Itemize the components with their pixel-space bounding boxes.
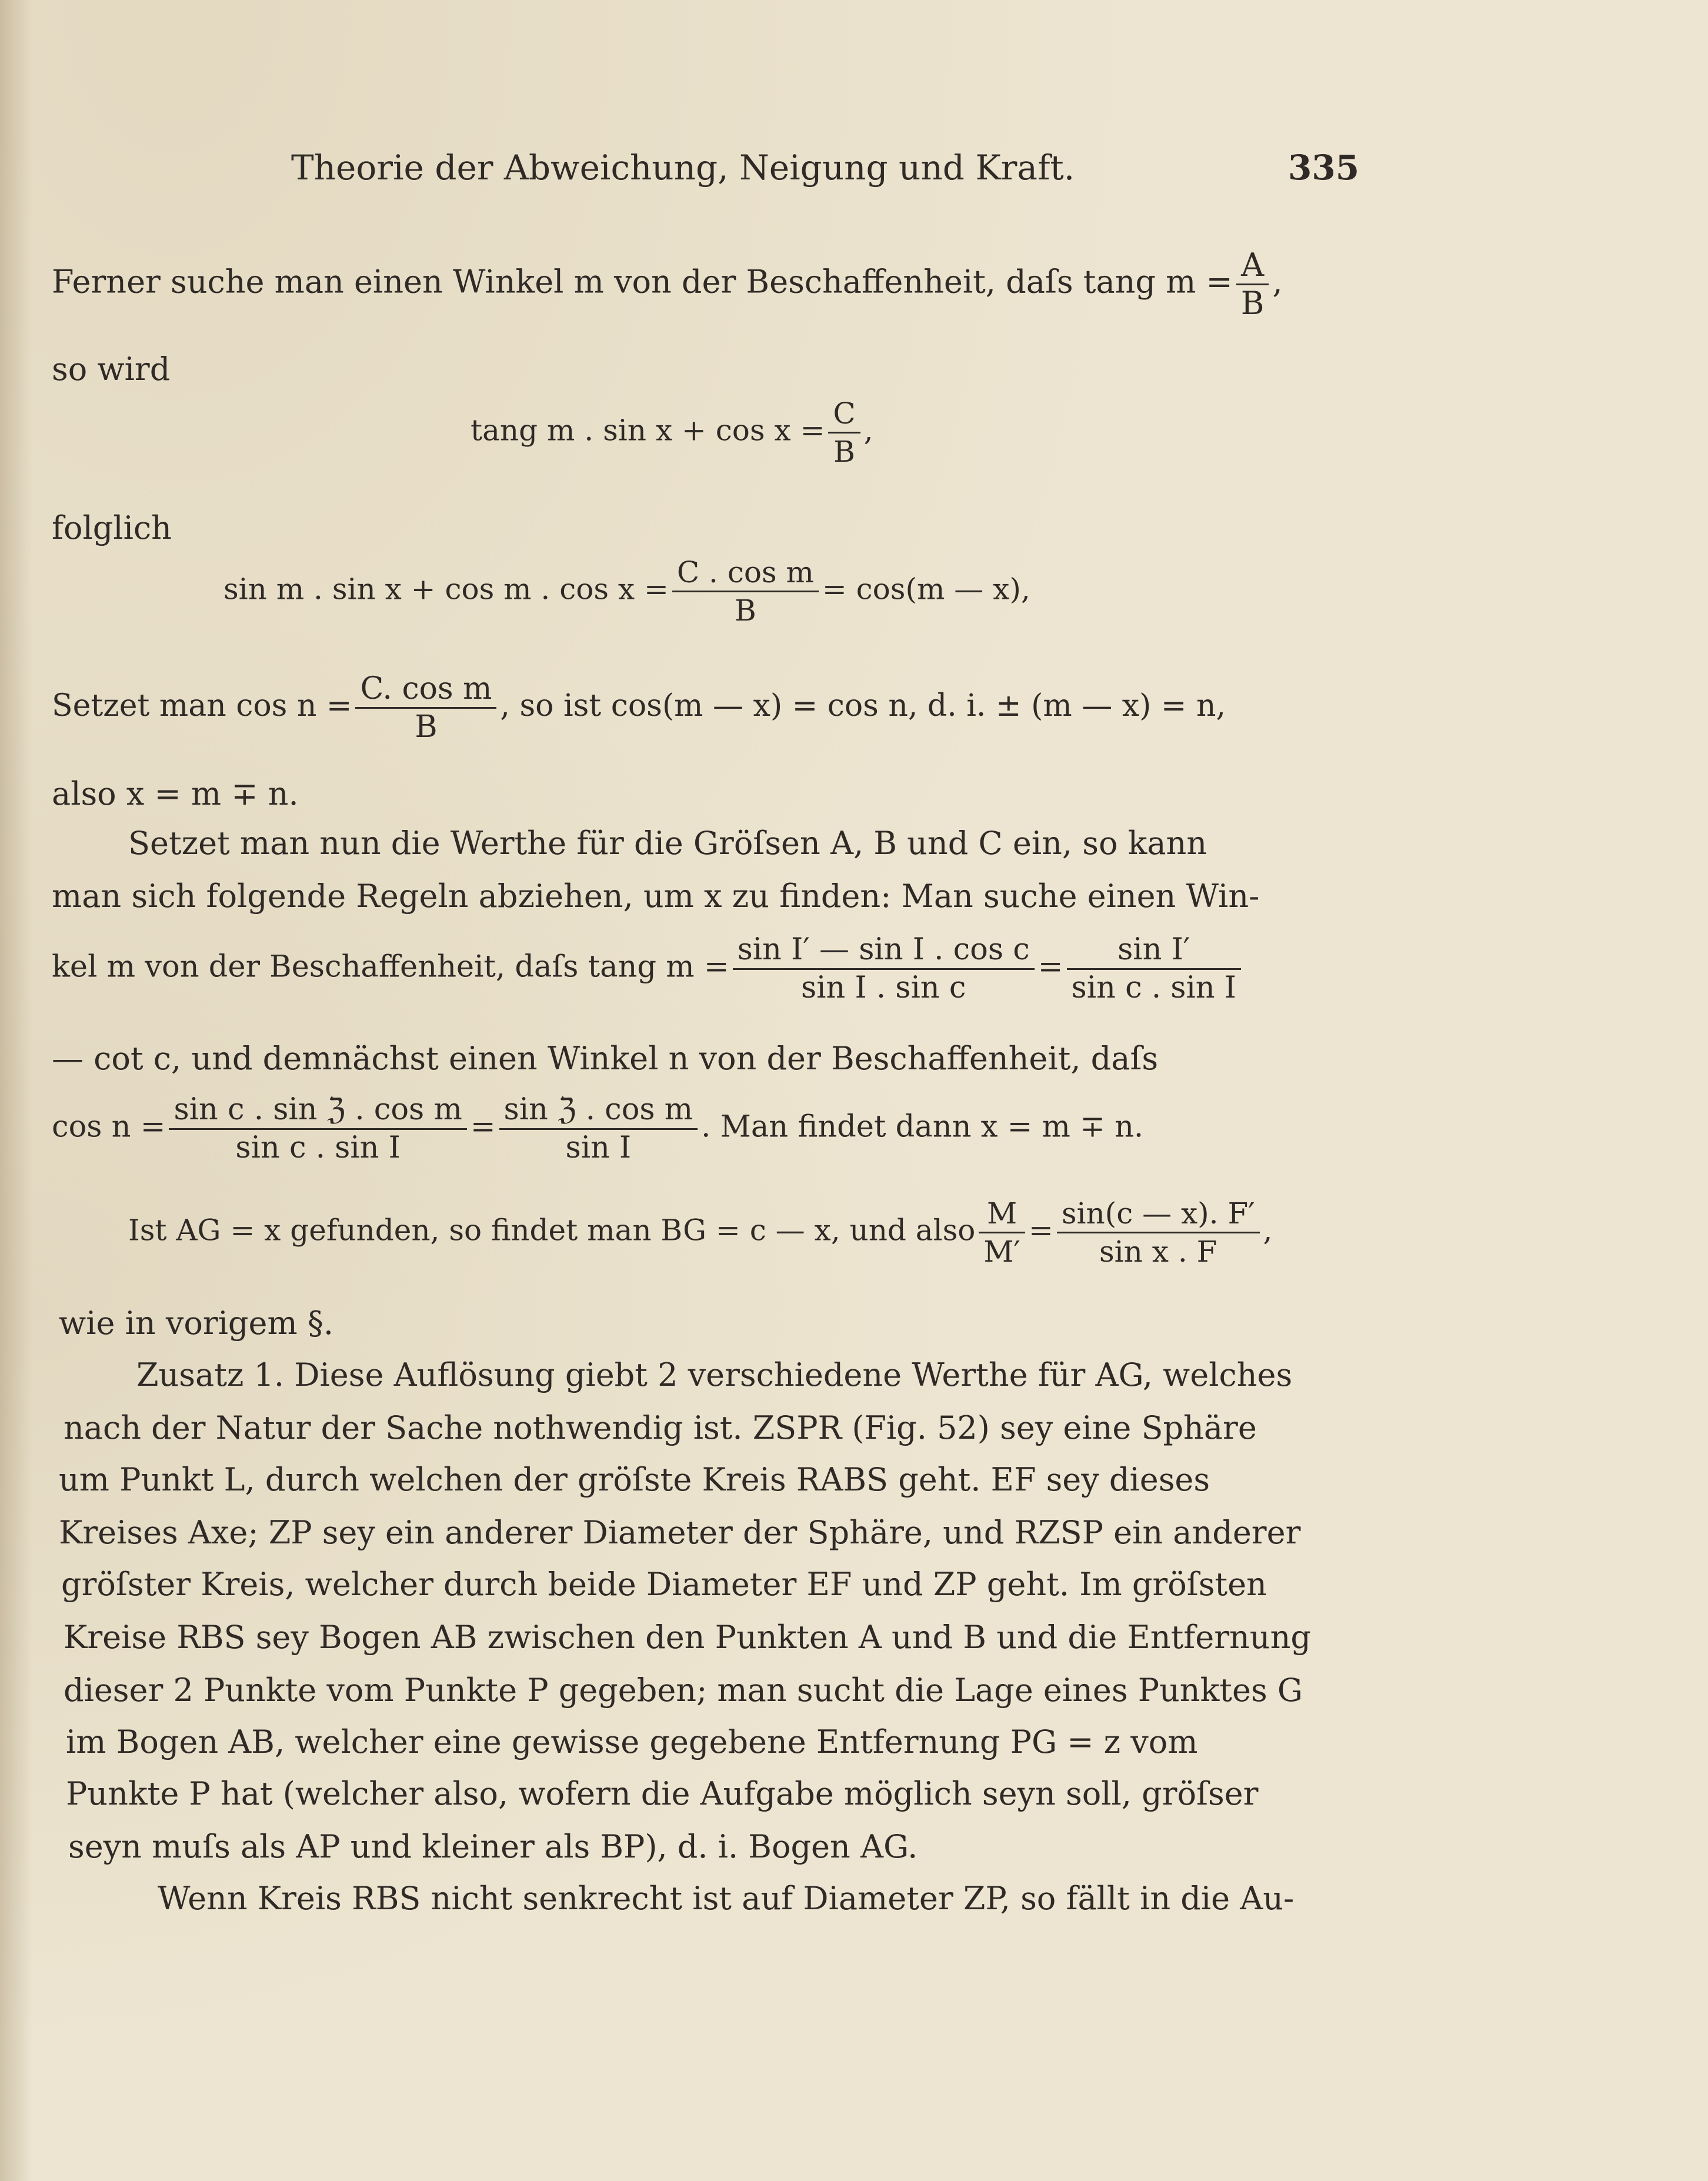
equation-left: tang m . sin x + cos x = bbox=[471, 413, 825, 448]
text-line-ferner bbox=[52, 247, 1283, 322]
equation-setzet bbox=[52, 671, 1226, 745]
text-line-p1a: Setzet man nun die Werthe für die Gröſsen A, B und C ein, so kann bbox=[128, 825, 1207, 862]
fraction-sin-i-prime bbox=[733, 932, 1035, 1006]
fraction-denominator: M′ bbox=[983, 1235, 1020, 1269]
fraction-numerator: sin I′ bbox=[1067, 932, 1241, 970]
fraction-c-over-b bbox=[828, 395, 860, 470]
equation-right: , so ist cos(m — x) = cos n, d. i. ± (m — x) = n, bbox=[500, 688, 1226, 723]
equals-sign: = bbox=[470, 1109, 496, 1145]
fraction-sin-z-cos-m bbox=[499, 1092, 698, 1166]
equation-left: Ist AG = x gefunden, so findet man BG = c — x, und also bbox=[128, 1213, 976, 1248]
fraction-sin-i-prime-2 bbox=[1067, 932, 1241, 1006]
equals-sign: = bbox=[1038, 949, 1063, 985]
page-number: 335 bbox=[1288, 148, 1360, 188]
equals-sign: = bbox=[1028, 1213, 1053, 1248]
zusatz-line-2: nach der Natur der Sache nothwendig ist. ZSPR (Fig. 52) sey eine Sphäre bbox=[64, 1409, 1257, 1446]
fraction-numerator: C bbox=[828, 395, 860, 433]
fraction-sin-c-sin-z bbox=[169, 1092, 466, 1166]
zusatz-line-4: Kreises Axe; ZP sey ein anderer Diameter der Sphäre, und RZSP ein anderer bbox=[59, 1514, 1301, 1551]
zusatz-line-8: im Bogen AB, welcher eine gewisse gegebene Entfernung PG = z vom bbox=[66, 1723, 1198, 1760]
fraction-c-cos-m-over-b bbox=[672, 554, 819, 629]
page-gutter-shadow bbox=[0, 0, 32, 2181]
fraction-denominator: sin c . sin I bbox=[235, 1130, 401, 1165]
text-line-folglich: folglich bbox=[52, 509, 172, 546]
fraction-a-over-b bbox=[1236, 247, 1269, 322]
fraction-denominator: sin c . sin I bbox=[1071, 971, 1236, 1005]
text-line-wie-in-vorigem: wie in vorigem §. bbox=[59, 1305, 333, 1342]
text-line-also: also x = m ∓ n. bbox=[52, 775, 299, 812]
equation-left: Setzet man cos n = bbox=[52, 688, 352, 723]
zusatz-line-1: Zusatz 1. Diese Auflösung giebt 2 verschiedene Werthe für AG, welches bbox=[136, 1356, 1293, 1393]
fraction-numerator: A bbox=[1236, 247, 1269, 285]
equation-tang-m bbox=[52, 932, 1245, 1006]
fraction-numerator: sin c . sin ℨ . cos m bbox=[169, 1092, 466, 1130]
equation-right: = cos(m — x), bbox=[822, 572, 1030, 606]
fraction-numerator: C. cos m bbox=[355, 671, 496, 709]
equation-left: cos n = bbox=[52, 1109, 166, 1145]
zusatz-line-6: Kreise RBS sey Bogen AB zwischen den Punkten A und B und die Entfernung bbox=[64, 1619, 1311, 1656]
fraction-numerator: sin ℨ . cos m bbox=[499, 1092, 698, 1130]
line-text: , bbox=[1272, 263, 1283, 301]
fraction-denominator: B bbox=[1240, 285, 1265, 322]
text-line-p1b: man sich folgende Regeln abziehen, um x zu finden: Man suche einen Win- bbox=[52, 878, 1260, 915]
fraction-denominator: sin I . sin c bbox=[800, 971, 966, 1005]
equation-left: sin m . sin x + cos m . cos x = bbox=[223, 572, 669, 606]
equation-cos-n bbox=[52, 1092, 1143, 1166]
zusatz-line-7: dieser 2 Punkte vom Punkte P gegeben; man sucht die Lage eines Punktes G bbox=[64, 1672, 1303, 1709]
equation-tail: , bbox=[1263, 1213, 1273, 1248]
zusatz-line-3: um Punkt L, durch welchen der gröſste Kreis RABS geht. EF sey dieses bbox=[59, 1461, 1210, 1498]
zusatz-line-9: Punkte P hat (welcher also, wofern die Aufgabe möglich seyn soll, gröſser bbox=[66, 1775, 1259, 1812]
running-title: Theorie der Abweichung, Neigung und Kraft. bbox=[291, 148, 1075, 188]
fraction-denominator: B bbox=[735, 593, 756, 628]
fraction-denominator: B bbox=[833, 435, 855, 469]
zusatz-line-10: seyn muſs als AP und kleiner als BP), d. i. Bogen AG. bbox=[68, 1828, 918, 1865]
equation-right: . Man findet dann x = m ∓ n. bbox=[701, 1109, 1144, 1145]
fraction-denominator: sin x . F bbox=[1099, 1235, 1217, 1269]
equation-ist-ag bbox=[128, 1195, 1272, 1270]
text-line-so-wird: so wird bbox=[52, 351, 171, 388]
fraction-m-over-m-prime bbox=[979, 1195, 1025, 1270]
equation-left: kel m von der Beschaffenheit, daſs tang m = bbox=[52, 949, 729, 985]
text-line-p1d: — cot c, und demnächst einen Winkel n von der Beschaffenheit, daſs bbox=[52, 1040, 1159, 1077]
fraction-numerator: M bbox=[979, 1195, 1025, 1233]
equation-1 bbox=[471, 395, 873, 470]
fraction-numerator: sin I′ — sin I . cos c bbox=[733, 932, 1035, 970]
line-text: Ferner suche man einen Winkel m von der Beschaffenheit, daſs tang m = bbox=[52, 263, 1233, 301]
text-line-wenn-kreis: Wenn Kreis RBS nicht senkrecht ist auf Diameter ZP, so fällt in die Au- bbox=[158, 1880, 1295, 1917]
equation-tail: , bbox=[863, 413, 873, 448]
fraction-denominator: sin I bbox=[565, 1130, 632, 1165]
fraction-denominator: B bbox=[415, 709, 438, 745]
zusatz-line-5: gröſster Kreis, welcher durch beide Diameter EF und ZP geht. Im gröſsten bbox=[61, 1566, 1267, 1603]
fraction-sin-c-x bbox=[1057, 1195, 1260, 1270]
equation-2 bbox=[223, 554, 1030, 629]
fraction-numerator: C . cos m bbox=[672, 554, 819, 592]
fraction-c-cos-m-over-b bbox=[355, 671, 496, 745]
fraction-numerator: sin(c — x). F′ bbox=[1057, 1195, 1260, 1233]
